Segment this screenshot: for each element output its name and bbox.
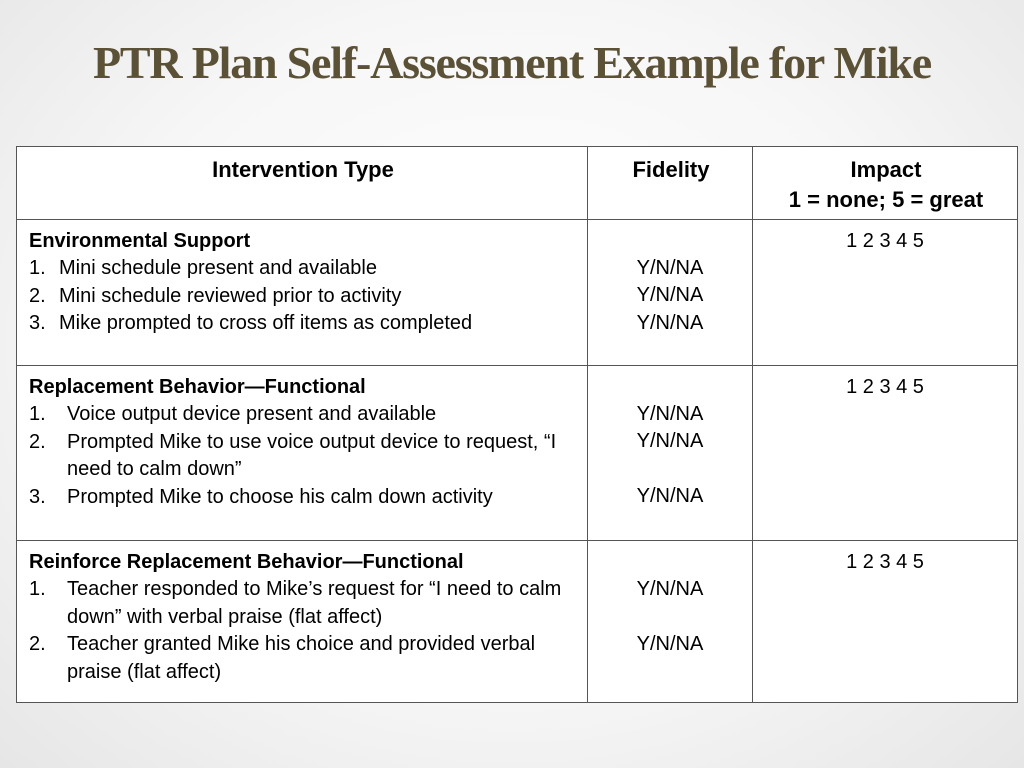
item-number: 2. — [29, 284, 46, 307]
item-text: Voice output device present and available — [67, 403, 437, 426]
list-item — [29, 484, 577, 511]
item-number: 1. — [29, 257, 46, 280]
section-heading: Replacement Behavior—Functional — [29, 376, 366, 398]
item-number: 2. — [29, 430, 46, 453]
list-item — [29, 429, 577, 484]
self-assessment-table — [16, 146, 1018, 703]
impact-cell — [753, 541, 1018, 703]
item-number: 2. — [29, 633, 46, 656]
list-item — [29, 631, 577, 686]
impact-cell — [753, 366, 1018, 541]
list-item — [29, 310, 577, 337]
intervention-cell — [17, 541, 588, 703]
item-text: Prompted Mike to use voice output device to request, “I need to calm down” — [67, 430, 557, 481]
intervention-cell — [17, 220, 588, 366]
slide-title: PTR Plan Self-Assessment Example for Mike — [93, 37, 931, 88]
item-number: 3. — [29, 312, 46, 335]
fidelity-value: Y/N/NA — [636, 311, 704, 334]
fidelity-value: Y/N/NA — [636, 485, 704, 508]
fidelity-value: Y/N/NA — [636, 257, 704, 279]
item-text: Mini schedule reviewed prior to activity — [59, 284, 402, 307]
impact-scale: 1 2 3 4 5 — [846, 230, 924, 252]
fidelity-cell — [588, 220, 753, 366]
item-text: Mike prompted to cross off items as completed — [59, 312, 473, 335]
fidelity-value: Y/N/NA — [636, 578, 704, 600]
impact-cell — [753, 220, 1018, 366]
item-number: 1. — [29, 578, 46, 601]
fidelity-cell — [588, 366, 753, 541]
list-item — [29, 255, 577, 282]
impact-scale: 1 2 3 4 5 — [846, 376, 924, 398]
item-text: Teacher responded to Mike’s request for “I need to calm down” with verbal praise (flat affect) — [67, 578, 562, 628]
item-number: 1. — [29, 403, 46, 426]
item-number: 3. — [29, 485, 46, 508]
header-impact-title: Impact — [850, 157, 922, 182]
list-item — [29, 283, 577, 310]
table-row — [17, 220, 1018, 366]
fidelity-spacer — [588, 456, 752, 483]
fidelity-value: Y/N/NA — [636, 632, 704, 655]
header-intervention-type: Intervention Type — [17, 147, 588, 220]
item-text: Prompted Mike to choose his calm down activity — [67, 485, 493, 508]
section-heading: Reinforce Replacement Behavior—Functional — [29, 551, 464, 573]
fidelity-spacer — [588, 603, 752, 630]
fidelity-value: Y/N/NA — [636, 430, 704, 453]
table-row — [17, 541, 1018, 703]
header-fidelity: Fidelity — [588, 147, 753, 220]
fidelity-value: Y/N/NA — [636, 284, 704, 307]
impact-scale: 1 2 3 4 5 — [846, 551, 924, 573]
table-row — [17, 366, 1018, 541]
item-text: Mini schedule present and available — [59, 257, 377, 280]
list-item — [29, 401, 577, 428]
fidelity-cell — [588, 541, 753, 703]
table-header-row — [17, 147, 1018, 220]
header-impact-scale: 1 = none; 5 = great — [788, 187, 984, 212]
header-impact — [753, 147, 1018, 220]
section-heading: Environmental Support — [29, 230, 251, 252]
list-item — [29, 576, 577, 631]
intervention-cell — [17, 366, 588, 541]
fidelity-value: Y/N/NA — [636, 403, 704, 425]
item-text: Teacher granted Mike his choice and provided verbal praise (flat affect) — [67, 633, 536, 683]
